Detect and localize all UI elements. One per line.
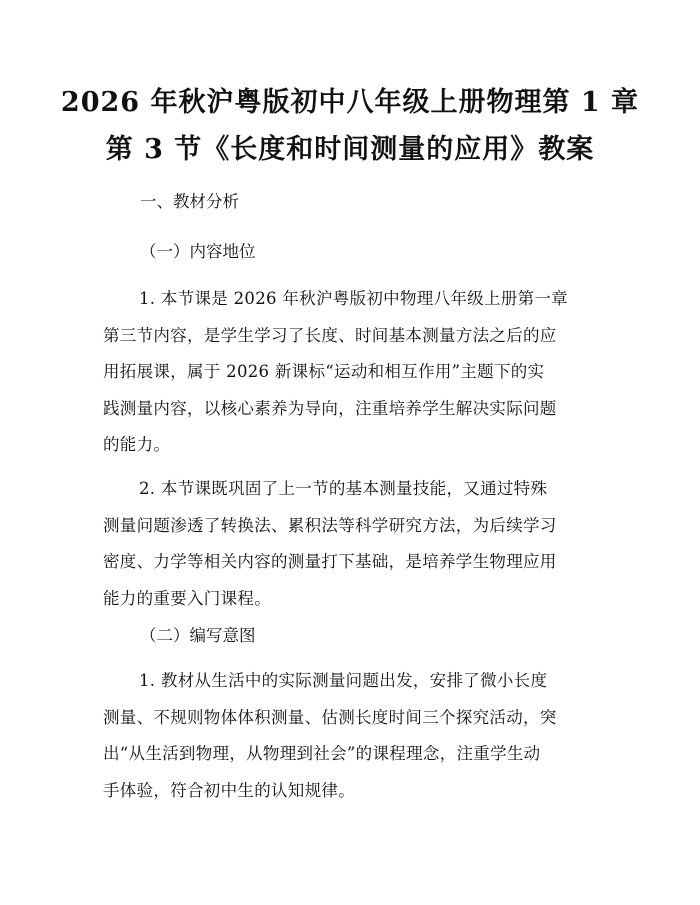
document-title-line-1: 2026 年秋沪粤版初中八年级上册物理第 1 章 <box>60 87 640 118</box>
paragraph-writing-intent-1 <box>103 663 603 809</box>
paragraph-content-position-1 <box>103 281 603 464</box>
paragraph-line: 手体验，符合初中生的认知规律。 <box>103 780 355 800</box>
paragraph-line: 第三节内容，是学生学习了长度、时间基本测量方法之后的应 <box>103 325 557 345</box>
document-title-line-2: 第 3 节《长度和时间测量的应用》教案 <box>105 134 595 165</box>
paragraph-line: 2. 本节课既巩固了上一节的基本测量技能，又通过特殊 <box>139 479 548 498</box>
paragraph-line: 践测量内容，以核心素养为导向，注重培养学生解决实际问题 <box>103 398 557 418</box>
paragraph-line: 出“从生活到物理，从物理到社会”的课程理念，注重学生动 <box>103 744 541 763</box>
paragraph-line: 1. 本节课是 2026 年秋沪粤版初中物理八年级上册第一章 <box>139 289 568 308</box>
paragraph-line: 1. 教材从生活中的实际测量问题出发，安排了微小长度 <box>139 671 548 690</box>
subsection-heading-writing-intent: （二）编写意图 <box>140 626 256 645</box>
paragraph-line: 密度、力学等相关内容的测量打下基础，是培养学生物理应用 <box>103 552 557 571</box>
paragraph-line: 测量、不规则物体体积测量、估测长度时间三个探究活动，突 <box>103 707 557 727</box>
paragraph-line: 用拓展课，属于 2026 新课标“运动和相互作用”主题下的实 <box>103 362 545 381</box>
paragraph-line: 能力的重要入门课程。 <box>103 588 271 608</box>
section-heading-textbook-analysis: 一、教材分析 <box>140 192 239 211</box>
paragraph-line: 测量问题渗透了转换法、累积法等科学研究方法，为后续学习 <box>103 515 557 535</box>
paragraph-content-position-2 <box>103 471 603 617</box>
subsection-heading-content-position: （一）内容地位 <box>140 242 256 261</box>
paragraph-line: 的能力。 <box>103 435 171 454</box>
